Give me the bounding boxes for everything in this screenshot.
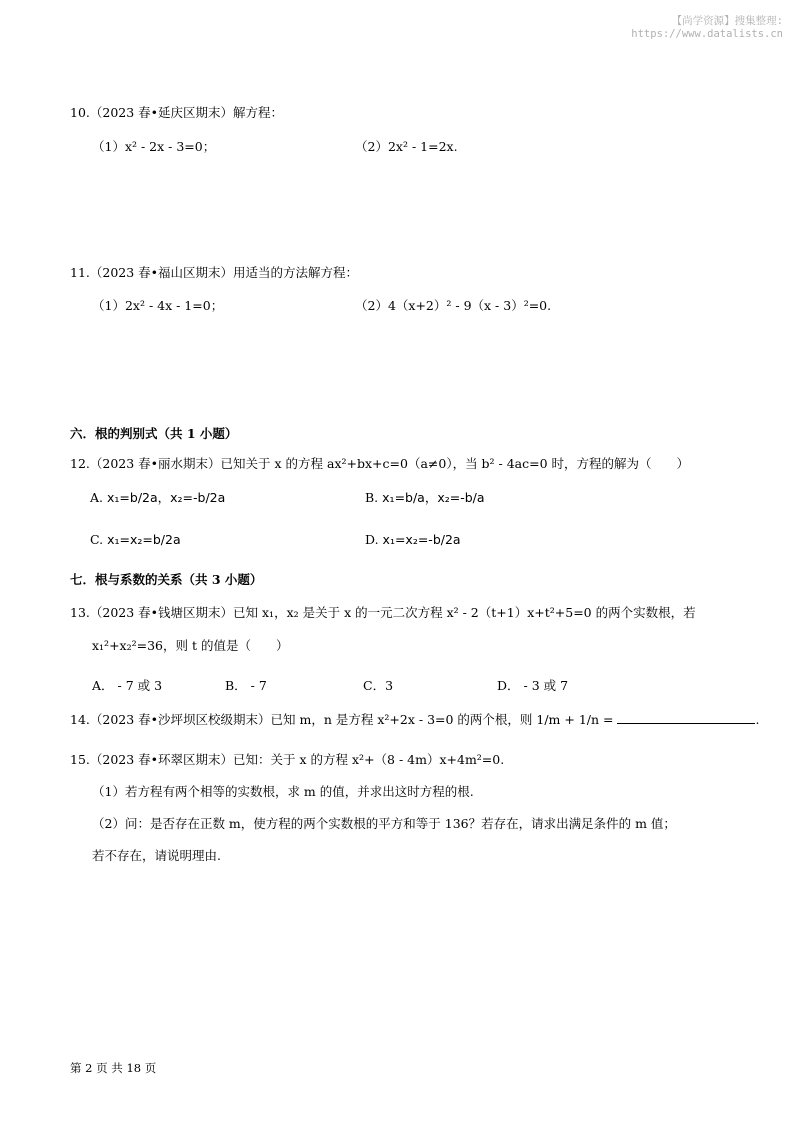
q13-option-a: A． - 7 或 3 — [92, 678, 163, 693]
page-footer: 第 2 页 共 18 页 — [70, 1061, 157, 1075]
q11-part1: （1）2x² - 4x - 1=0； — [92, 298, 224, 313]
q15-stem: 15.（2023 春•环翠区期末）已知：关于 x 的方程 x²+（8 - 4m）x+4m²=0. — [70, 752, 505, 767]
q13-stem-continued: x₁²+x₂²=36，则 t 的值是（ ） — [92, 638, 289, 653]
q15-part2-continued: 若不存在，请说明理由. — [92, 848, 221, 863]
watermark-line2: https://www.datalists.cn — [631, 28, 783, 40]
watermark-line1: 【尚学资源】搜集整理: — [671, 15, 783, 27]
section-6-title: 六．根的判别式（共 1 小题） — [70, 426, 238, 441]
section-7-title: 七．根与系数的关系（共 3 小题） — [70, 572, 263, 587]
q12-option-c — [90, 532, 181, 547]
q12-option-a-label: A. — [90, 490, 104, 505]
q15-part2: （2）问：是否存在正数 m，使方程的两个实数根的平方和等于 136？若存在，请求出满足条件的 m 值； — [92, 816, 676, 831]
q12-option-d-content: x₁=x₂=-b/2a — [382, 532, 461, 547]
q11-stem: 11.（2023 春•福山区期末）用适当的方法解方程： — [70, 265, 359, 280]
q15-part1: （1）若方程有两个相等的实数根，求 m 的值，并求出这时方程的根. — [92, 784, 474, 799]
q12-option-d — [365, 532, 461, 547]
q10-part2: （2）2x² - 1=2x. — [355, 139, 458, 154]
q12-stem: 12.（2023 春•丽水期末）已知关于 x 的方程 ax²+bx+c=0（a≠0），当 b² - 4ac=0 时，方程的解为（ ） — [70, 456, 690, 471]
q12-option-d-label: D. — [365, 532, 379, 547]
q10-stem: 10.（2023 春•延庆区期末）解方程： — [70, 105, 284, 120]
q13-option-c: C．3 — [363, 678, 394, 693]
q13-option-b: B． - 7 — [225, 678, 267, 693]
q12-option-b — [365, 488, 485, 506]
q12-option-a-content: x₁=b/2a，x₂=-b/2a — [107, 490, 226, 505]
q12-option-b-label: B. — [365, 490, 379, 505]
q14-line — [70, 710, 759, 728]
q14-tail: . — [755, 712, 760, 727]
q14-answer-blank — [617, 711, 755, 724]
q12-option-a — [90, 488, 225, 506]
q11-part2: （2）4（x+2）² - 9（x - 3）²=0. — [355, 298, 552, 313]
q12-option-b-content: x₁=b/a，x₂=-b/a — [382, 490, 485, 505]
q12-option-c-content: x₁=x₂=b/2a — [107, 532, 181, 547]
q12-option-c-label: C. — [90, 532, 104, 547]
q14-stem: 14.（2023 春•沙坪坝区校级期末）已知 m，n 是方程 x²+2x - 3=0 的两个根，则 1/m + 1/n = — [70, 712, 614, 727]
q13-option-d: D． - 3 或 7 — [497, 678, 569, 693]
q10-part1: （1）x² - 2x - 3=0； — [92, 139, 216, 154]
q13-stem: 13.（2023 春•钱塘区期末）已知 x₁，x₂ 是关于 x 的一元二次方程 x² - 2（t+1）x+t²+5=0 的两个实数根，若 — [70, 605, 696, 620]
watermark — [631, 13, 783, 40]
